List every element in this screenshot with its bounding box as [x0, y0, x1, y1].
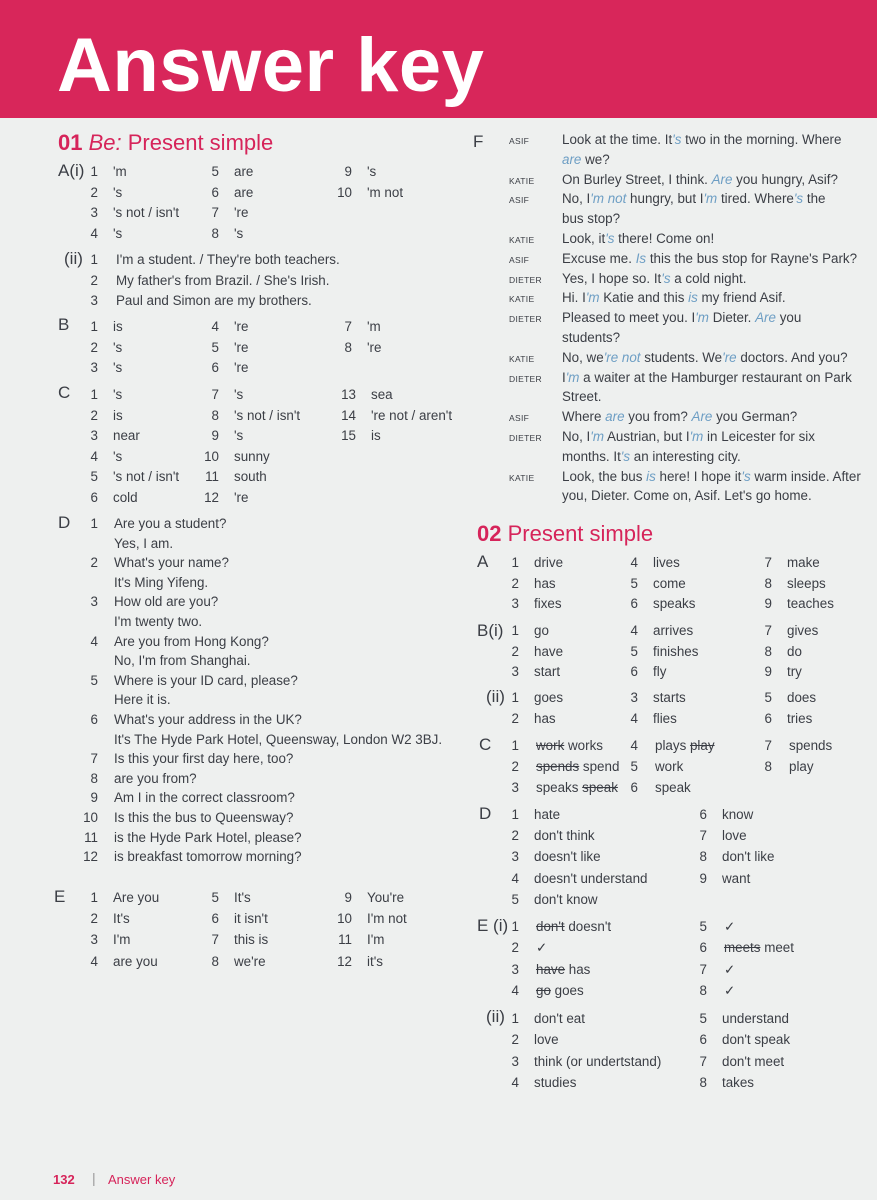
item-number: 4 [211, 319, 219, 334]
item-number: 3 [511, 849, 519, 865]
item-number: 3 [90, 932, 98, 948]
item-number: 2 [511, 643, 519, 659]
item-number: 4 [90, 448, 98, 464]
item-number: 7 [699, 828, 707, 844]
answer-text: work works [536, 738, 603, 753]
answer-text: are [234, 164, 254, 179]
item-number: 5 [511, 891, 519, 907]
answer-text: What's your address in the UK? [114, 712, 302, 727]
item-number: 2 [90, 184, 98, 200]
item-number: 2 [511, 759, 519, 774]
answer-text: go [534, 623, 549, 638]
answer-text: this is [234, 932, 269, 948]
answer-text: spends [789, 738, 833, 753]
answer-text: Here it is. [114, 692, 171, 708]
speaker-name: ASIF [509, 413, 530, 424]
answer-text: Pleased to meet you. I'm Dieter. Are you [562, 310, 802, 326]
exercise-label: F [473, 132, 484, 151]
item-number: 4 [630, 738, 638, 753]
item-number: 9 [764, 596, 772, 611]
answer-text: are [234, 184, 254, 200]
item-number: 1 [90, 164, 98, 179]
item-number: 5 [630, 643, 638, 659]
item-number: 9 [344, 890, 352, 905]
item-number: 2 [90, 339, 98, 355]
item-number: 12 [83, 849, 98, 865]
page-title: Answer key [57, 23, 485, 108]
answer-text: sleeps [787, 575, 826, 591]
answer-text: It's [113, 911, 130, 927]
answer-text: No, I'm not hungry, but I'm tired. Where's the [562, 191, 826, 207]
answer-text: don't know [534, 891, 598, 907]
section-title-02: 02 Present simple [477, 521, 654, 546]
answer-text: has [534, 575, 556, 591]
answer-text: 's [113, 225, 123, 241]
item-number: 12 [204, 490, 219, 505]
answer-text: Am I in the correct classroom? [114, 790, 295, 806]
answer-text: gives [787, 623, 819, 638]
item-number: 8 [764, 759, 772, 774]
item-number: 2 [90, 272, 98, 288]
answer-text: tries [787, 710, 813, 726]
answer-text: are you from? [114, 770, 197, 786]
answer-text: don't doesn't [536, 919, 612, 934]
item-number: 3 [90, 205, 98, 220]
item-number: 14 [341, 407, 356, 423]
answer-text: has [534, 710, 556, 726]
exercise-label: D [479, 804, 492, 823]
speaker-name: DIETER [509, 274, 542, 285]
item-number: 2 [511, 940, 519, 956]
answer-text: No, I'm Austrian, but I'm in Leicester for six [562, 429, 815, 444]
answer-text: It's Ming Yifeng. [114, 574, 209, 590]
answer-text: Are you a student? [114, 516, 227, 531]
answer-text: do [787, 643, 802, 659]
answer-text: 'm [113, 164, 127, 179]
answer-text: drive [534, 555, 564, 570]
answer-text: It's [234, 890, 251, 905]
answer-text: 're [234, 339, 249, 355]
speaker-name: KATIE [509, 235, 535, 245]
item-number: 4 [511, 1074, 519, 1090]
answer-text: don't think [534, 828, 595, 844]
answer-text: is [371, 428, 381, 444]
item-number: 2 [511, 1032, 519, 1048]
answer-text: lives [653, 555, 680, 570]
item-number: 8 [699, 849, 707, 865]
answer-text: 's [113, 360, 123, 375]
item-number: 8 [344, 339, 352, 355]
item-number: 1 [511, 738, 519, 753]
answer-text: have [534, 643, 564, 659]
item-number: 6 [90, 712, 98, 727]
header-banner [0, 0, 877, 118]
item-number: 9 [344, 164, 352, 179]
item-number: 4 [630, 623, 638, 638]
item-number: 4 [630, 710, 638, 726]
answer-text: ✓ [536, 940, 548, 956]
item-number: 1 [511, 555, 519, 570]
speaker-name: KATIE [509, 472, 535, 483]
answer-text: 're [234, 360, 249, 375]
answer-text: speak [655, 780, 691, 795]
item-number: 1 [90, 516, 98, 531]
answer-text: 're [234, 490, 249, 505]
answer-text: near [113, 428, 140, 444]
answer-text: My father's from Brazil. / She's Irish. [116, 272, 330, 288]
item-number: 7 [90, 751, 98, 767]
answer-text: Look, the bus is here! I hope it's warm inside. After [562, 468, 861, 484]
item-number: 9 [90, 790, 98, 806]
item-number: 3 [90, 360, 98, 375]
item-number: 6 [699, 940, 707, 956]
speaker-name: ASIF [509, 136, 530, 146]
answer-text: fixes [534, 596, 562, 611]
item-number: 4 [90, 953, 98, 969]
exercise-label: B(i) [477, 621, 504, 640]
answer-text: try [787, 664, 802, 679]
item-number: 13 [341, 387, 356, 402]
answer-text: want [722, 870, 751, 886]
item-number: 1 [511, 623, 519, 638]
answer-text: flies [653, 710, 677, 726]
answer-text: Look, it's there! Come on! [562, 231, 715, 246]
exercise-label: B [58, 315, 70, 334]
answer-text: It's The Hyde Park Hotel, Queensway, London W2 3BJ. [114, 731, 443, 747]
item-number: 2 [511, 710, 519, 726]
item-number: 5 [90, 469, 98, 485]
answer-text: hate [534, 807, 561, 822]
item-number: 3 [511, 961, 519, 977]
item-number: 12 [337, 953, 352, 969]
exercise-label: C [58, 383, 71, 402]
answer-text: 's [113, 339, 123, 355]
answer-text: No, we're not students. We're doctors. And you? [562, 349, 848, 365]
item-number: 10 [337, 184, 352, 200]
answer-text: go goes [536, 982, 584, 998]
footer-separator: | [92, 1170, 96, 1186]
item-number: 3 [511, 780, 519, 795]
answer-text: ✓ [724, 982, 736, 998]
item-number: 2 [511, 575, 519, 591]
answer-text: I'm not [367, 911, 407, 927]
speaker-name: KATIE [509, 294, 535, 305]
item-number: 9 [211, 428, 219, 444]
answer-text: meets meet [724, 940, 794, 956]
item-number: 6 [211, 911, 219, 927]
answer-text: 's not / isn't [113, 469, 180, 485]
item-number: 8 [211, 225, 219, 241]
answer-text: Where is your ID card, please? [114, 672, 298, 688]
exercise-label: (ii) [486, 687, 505, 706]
item-number: 4 [630, 555, 638, 570]
item-number: 4 [511, 870, 519, 886]
item-number: 11 [84, 829, 98, 845]
item-number: 8 [699, 1074, 707, 1090]
answer-text: is [113, 407, 123, 423]
answer-text: goes [534, 690, 564, 705]
item-number: 8 [211, 953, 219, 969]
answer-text: 're not / aren't [371, 407, 453, 423]
answer-text: Excuse me. Is this the bus stop for Rayne's Park? [562, 250, 858, 266]
item-number: 3 [90, 428, 98, 444]
answer-text: is breakfast tomorrow morning? [114, 849, 302, 865]
answer-text: it's [367, 953, 383, 969]
item-number: 4 [90, 225, 98, 241]
answer-text: does [787, 690, 817, 705]
answer-text: love [722, 828, 747, 844]
answer-text: finishes [653, 643, 699, 659]
answer-text: arrives [653, 623, 694, 638]
item-number: 8 [90, 770, 98, 786]
answer-text: Look at the time. It's two in the morning. Where [562, 132, 842, 147]
answer-text: takes [722, 1074, 755, 1090]
answer-text: speaks speak [536, 780, 618, 795]
item-number: 7 [344, 319, 352, 334]
speaker-name: KATIE [509, 353, 535, 364]
speaker-name: KATIE [509, 175, 535, 186]
exercise-label: A [477, 552, 489, 571]
item-number: 3 [630, 690, 638, 705]
item-number: 5 [211, 164, 219, 179]
answer-text: spends spend [536, 759, 620, 774]
answer-text: work [655, 759, 684, 774]
answer-text: Where are you from? Are you German? [562, 409, 798, 425]
answer-text: we're [234, 953, 266, 969]
item-number: 3 [90, 594, 98, 610]
answer-text: I'm a student. / They're both teachers. [116, 252, 340, 267]
item-number: 10 [83, 810, 98, 825]
item-number: 2 [90, 407, 98, 423]
page-number: 132 [53, 1172, 75, 1187]
item-number: 8 [764, 643, 772, 659]
item-number: 6 [211, 360, 219, 375]
item-number: 1 [90, 890, 98, 905]
item-number: 8 [764, 575, 772, 591]
item-number: 5 [630, 575, 638, 591]
item-number: 5 [764, 690, 772, 705]
answer-text: starts [653, 690, 686, 705]
item-number: 4 [90, 633, 98, 649]
item-number: 3 [90, 293, 98, 308]
item-number: 3 [511, 1053, 519, 1069]
item-number: 5 [699, 919, 707, 934]
answer-text: is [113, 319, 123, 334]
item-number: 7 [211, 205, 219, 220]
exercise-label: C [479, 735, 492, 754]
answer-text: How old are you? [114, 594, 219, 610]
item-number: 6 [630, 596, 638, 611]
answer-text: plays play [655, 738, 715, 753]
speaker-name: DIETER [509, 373, 542, 384]
answer-text: ✓ [724, 961, 736, 977]
answer-text: think (or undertstand) [534, 1053, 662, 1069]
answer-text: Hi. I'm Katie and this is my friend Asif. [562, 290, 786, 306]
answer-text: doesn't understand [534, 870, 648, 886]
answer-text: 's [367, 164, 377, 179]
answer-text: 're [234, 319, 249, 334]
item-number: 10 [204, 448, 219, 464]
item-number: 3 [511, 664, 519, 679]
item-number: 5 [699, 1011, 707, 1026]
answer-text: is the Hyde Park Hotel, please? [114, 829, 302, 845]
answer-text: south [234, 469, 267, 485]
item-number: 2 [511, 828, 519, 844]
answer-text: Is this your first day here, too? [114, 751, 294, 767]
section-title-01: 01 Be: Present simple [58, 130, 274, 155]
item-number: 7 [764, 555, 772, 570]
answer-text: Street. [562, 389, 602, 405]
item-number: 7 [764, 623, 772, 638]
item-number: 7 [699, 1053, 707, 1069]
item-number: 1 [511, 690, 519, 705]
speaker-name: DIETER [509, 314, 542, 325]
answer-text: start [534, 664, 561, 679]
item-number: 8 [211, 407, 219, 423]
answer-text: ✓ [724, 919, 736, 934]
answer-text: are we? [562, 151, 610, 167]
answer-text: don't like [722, 849, 775, 865]
answer-text: fly [653, 664, 667, 679]
answer-text: you, Dieter. Come on, Asif. Let's go home. [562, 488, 812, 504]
speaker-name: ASIF [509, 195, 530, 206]
footer-label: Answer key [108, 1172, 176, 1187]
answer-text: No, I'm from Shanghai. [114, 653, 251, 669]
item-number: 10 [337, 911, 352, 927]
answer-text: 're [234, 205, 249, 220]
answer-text: I'm [113, 932, 131, 948]
item-number: 15 [341, 428, 356, 444]
item-number: 1 [90, 252, 98, 267]
answer-text: cold [113, 490, 138, 505]
answer-text: know [722, 807, 754, 822]
item-number: 2 [90, 555, 98, 571]
answer-text: don't meet [722, 1053, 785, 1069]
answer-text: 's [113, 184, 123, 200]
item-number: 6 [764, 710, 772, 726]
answer-text: I'm a waiter at the Hamburger restaurant on Park [562, 369, 852, 385]
answer-text: 's [234, 387, 244, 402]
item-number: 7 [211, 387, 219, 402]
item-number: 6 [211, 184, 219, 200]
item-number: 3 [511, 596, 519, 611]
answer-text: make [787, 555, 820, 570]
answer-text: speaks [653, 596, 696, 611]
answer-text: don't speak [722, 1032, 791, 1048]
answer-text: Is this the bus to Queensway? [114, 810, 294, 825]
answer-text: What's your name? [114, 555, 229, 571]
answer-text: have has [536, 961, 591, 977]
item-number: 6 [699, 1032, 707, 1048]
answer-text: 's [113, 387, 123, 402]
answer-text: love [534, 1032, 559, 1048]
answer-text: it isn't [234, 911, 268, 927]
answer-text: 's not / isn't [113, 205, 180, 220]
item-number: 11 [205, 469, 219, 485]
item-number: 2 [90, 911, 98, 927]
exercise-label: (ii) [486, 1007, 505, 1026]
answer-text: 're [367, 339, 382, 355]
answer-text: 's [234, 225, 244, 241]
item-number: 1 [90, 319, 98, 334]
speaker-name: DIETER [509, 433, 542, 443]
answer-text: 'm not [367, 184, 404, 200]
item-number: 6 [90, 490, 98, 505]
answer-text: I'm twenty two. [114, 614, 203, 629]
item-number: 5 [90, 672, 98, 688]
answer-text: Are you [113, 890, 160, 905]
exercise-label: D [58, 513, 71, 532]
answer-text: play [789, 759, 814, 774]
answer-text: don't eat [534, 1011, 585, 1026]
item-number: 7 [764, 738, 772, 753]
answer-text: studies [534, 1074, 577, 1090]
answer-text: 's not / isn't [234, 407, 301, 423]
item-number: 6 [630, 664, 638, 679]
item-number: 5 [211, 339, 219, 355]
answer-text: Yes, I hope so. It's a cold night. [562, 270, 747, 286]
item-number: 7 [699, 961, 707, 977]
answer-text: Paul and Simon are my brothers. [116, 293, 312, 308]
answer-text: On Burley Street, I think. Are you hungry, Asif? [562, 171, 838, 187]
answer-text: are you [113, 953, 158, 969]
answer-text: sea [371, 387, 393, 402]
answer-text: months. It's an interesting city. [562, 448, 741, 464]
item-number: 7 [211, 932, 219, 948]
item-number: 8 [699, 982, 707, 998]
answer-text: understand [722, 1011, 790, 1026]
item-number: 5 [630, 759, 638, 774]
answer-text: 'm [367, 319, 381, 334]
answer-text: 's [234, 428, 244, 444]
answer-text: students? [562, 330, 621, 345]
item-number: 11 [338, 932, 352, 948]
item-number: 1 [511, 807, 519, 822]
item-number: 6 [630, 780, 638, 795]
exercise-label: E [54, 887, 66, 906]
answer-text: sunny [234, 448, 270, 464]
item-number: 5 [211, 890, 219, 905]
answer-text: You're [367, 890, 405, 905]
exercise-label: (ii) [64, 249, 83, 268]
item-number: 9 [699, 870, 707, 886]
answer-text: teaches [787, 596, 834, 611]
item-number: 9 [764, 664, 772, 679]
answer-text: bus stop? [562, 211, 621, 227]
item-number: 4 [511, 982, 519, 998]
answer-text: I'm [367, 932, 385, 948]
exercise-label: E (i) [477, 916, 509, 935]
item-number: 1 [511, 919, 519, 934]
answer-text: come [653, 575, 686, 591]
item-number: 6 [699, 807, 707, 822]
item-number: 1 [90, 387, 98, 402]
answer-text: Yes, I am. [114, 535, 174, 551]
exercise-label: A(i) [58, 161, 85, 180]
answer-text: Are you from Hong Kong? [114, 633, 269, 649]
answer-text: 's [113, 448, 123, 464]
answer-text: doesn't like [534, 849, 601, 865]
speaker-name: ASIF [509, 254, 530, 265]
item-number: 1 [511, 1011, 519, 1026]
